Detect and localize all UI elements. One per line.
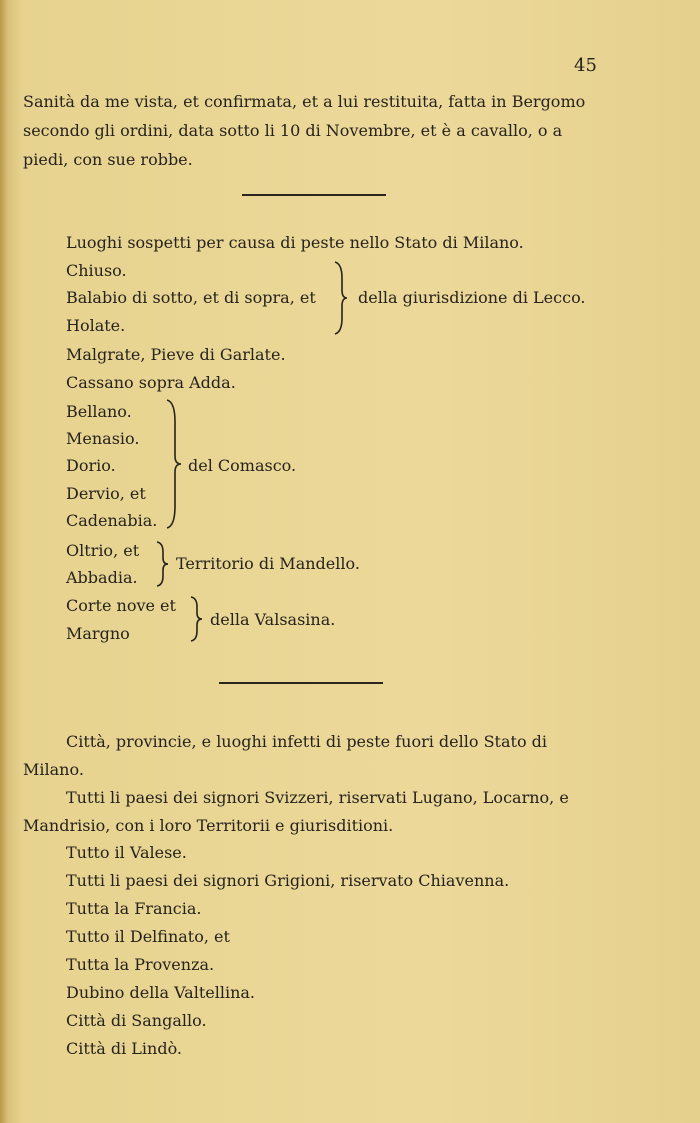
intro-line-2: secondo gli ordini, data sotto li 10 di Novembre, et è a cavallo, o a [23, 121, 563, 140]
page-number: 45 [574, 55, 597, 76]
infected-item: Città di Lindò. [66, 1039, 183, 1058]
lecco-place: Balabio di sotto, et di sopra, et [66, 288, 316, 307]
section-divider-1 [242, 194, 386, 196]
suspect-heading: Luoghi sospetti per causa di peste nello Stato di Milano. [66, 233, 524, 252]
como-place: Dorio. [66, 456, 116, 475]
infected-heading-line-1: Città, provincie, e luoghi infetti di peste fuori dello Stato di [66, 732, 548, 751]
valsasina-place: Margno [66, 624, 130, 643]
valsasina-place: Corte nove et [66, 596, 176, 615]
section-divider-2 [219, 682, 383, 684]
mandello-place: Abbadia. [66, 568, 138, 587]
lecco-place: Chiuso. [66, 261, 127, 280]
como-place: Dervio, et [66, 484, 146, 503]
infected-item: Tutta la Francia. [66, 899, 202, 918]
como-place: Cadenabia. [66, 511, 158, 530]
infected-item: Tutto il Valese. [66, 843, 187, 862]
infected-item: Tutta la Provenza. [66, 955, 215, 974]
infected-item: Tutti li paesi dei signori Grigioni, riservato Chiavenna. [66, 871, 510, 890]
valsasina-jurisdiction: della Valsasina. [210, 610, 336, 629]
infected-heading-line-2: Milano. [23, 760, 84, 779]
mandello-brace [154, 540, 172, 588]
como-place: Bellano. [66, 402, 132, 421]
como-place: Menasio. [66, 429, 140, 448]
intro-line-1: Sanità da me vista, et confirmata, et a lui restituita, fatta in Bergomo [23, 92, 586, 111]
lecco-brace [332, 260, 350, 336]
intro-line-3: piedi, con sue robbe. [23, 150, 193, 169]
infected-item: Città di Sangallo. [66, 1011, 207, 1030]
mandello-jurisdiction: Territorio di Mandello. [176, 554, 360, 573]
suspect-line: Malgrate, Pieve di Garlate. [66, 345, 286, 364]
como-jurisdiction: del Comasco. [188, 456, 297, 475]
como-brace [164, 398, 184, 530]
infected-item: Tutto il Delfinato, et [66, 927, 230, 946]
mandello-place: Oltrio, et [66, 541, 140, 560]
svizzeri-line-1: Tutti li paesi dei signori Svizzeri, riservati Lugano, Locarno, e [66, 788, 569, 807]
lecco-jurisdiction: della giurisdizione di Lecco. [358, 288, 586, 307]
lecco-place: Holate. [66, 316, 126, 335]
suspect-line: Cassano sopra Adda. [66, 373, 236, 392]
valsasina-brace [188, 595, 206, 643]
infected-item: Dubino della Valtellina. [66, 983, 256, 1002]
svizzeri-line-2: Mandrisio, con i loro Territorii e giurisditioni. [23, 816, 394, 835]
